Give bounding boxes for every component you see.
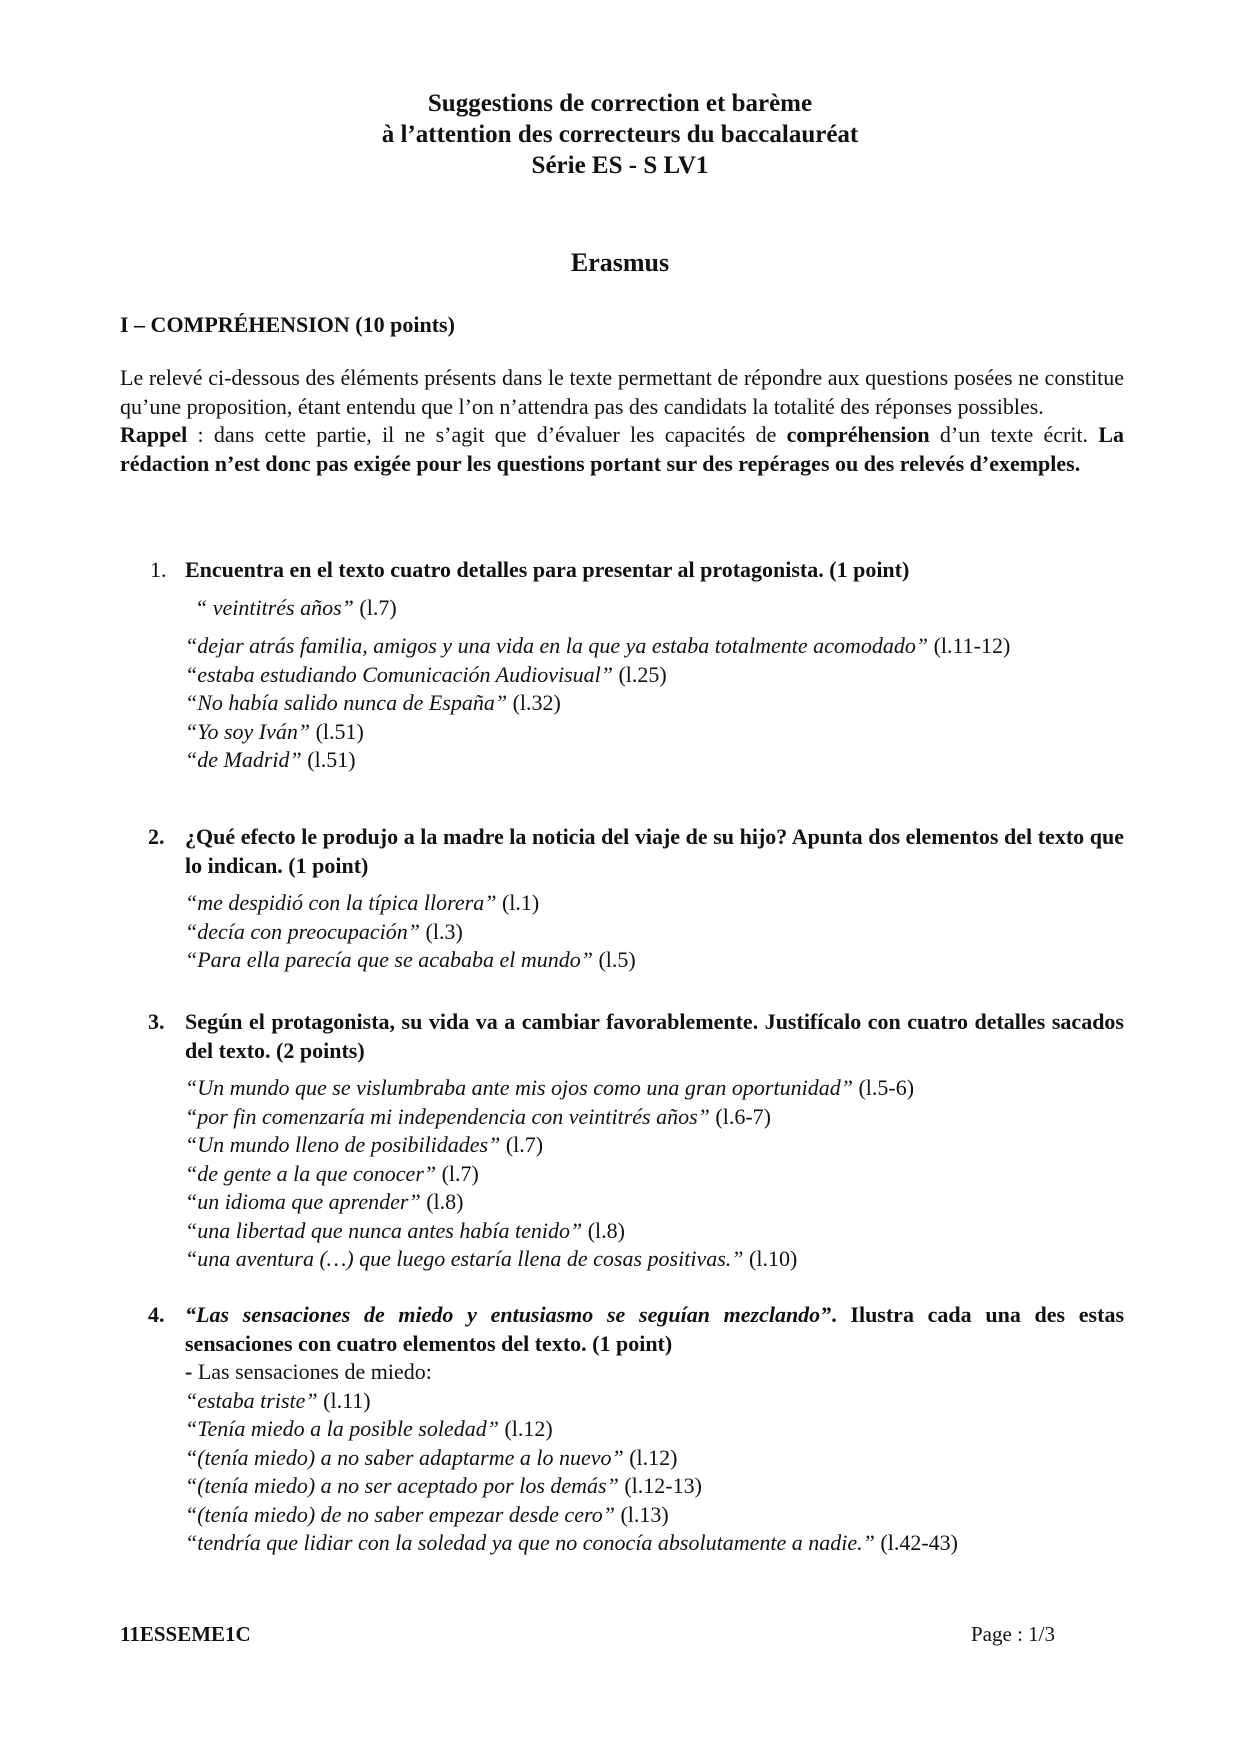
answer-item: [185, 718, 1124, 747]
answer-ref: (l.13): [614, 1501, 669, 1527]
answer-item: [185, 746, 1124, 775]
sub-heading-label: Las sensaciones de miedo:: [192, 1359, 432, 1384]
intro-paragraph: Le relevé ci-dessous des éléments présents dans le texte permettant de répondre aux questions posées ne constitue qu’une proposition, étant entendu que l’on n’attendra pas des candidats la totalité des réponses possibles.: [120, 365, 1124, 419]
answer-list: [120, 1358, 1124, 1558]
answer-ref: (l.7): [500, 1132, 544, 1157]
header-line-2: à l’attention des correcteurs du baccalauréat: [381, 121, 859, 148]
intro-block: [120, 364, 1124, 478]
document-title: Erasmus: [570, 248, 670, 277]
question-2: [120, 823, 1124, 975]
answer-ref: (l.25): [612, 661, 667, 687]
answer-quote: “estaba triste”: [185, 1387, 318, 1413]
question-number: 4.: [148, 1302, 165, 1327]
answer-quote: “Tenía miedo a la posible soledad”: [185, 1416, 499, 1441]
question-4: [120, 1301, 1124, 1558]
answer-ref: (l.3): [420, 918, 463, 944]
answer-list: [120, 594, 1124, 775]
answer-quote: “decía con preocupación”: [185, 918, 421, 944]
answer-quote: “un idioma que aprender”: [185, 1189, 421, 1214]
answer-item: [185, 1074, 1124, 1103]
answer-item: [185, 1529, 1124, 1558]
answer-ref: (l.12): [498, 1416, 553, 1441]
answer-item: [185, 889, 1124, 918]
question-3-head: [120, 1008, 1124, 1065]
answer-item: [185, 1131, 1124, 1160]
sub-heading: [185, 1358, 1124, 1387]
rappel-bold-2: La rédaction n’est donc pas exigée pour les questions portant sur des repérages ou des relevés d’exemples.: [120, 422, 1124, 476]
answer-item: [185, 946, 1124, 975]
answer-item: [185, 1415, 1124, 1444]
answer-item: [185, 1188, 1124, 1217]
page-number: Page : 1/3: [971, 1622, 1055, 1646]
question-prompt: Encuentra en el texto cuatro detalles para presentar al protagonista. (1 point): [185, 557, 910, 582]
answer-ref: (l.6-7): [709, 1103, 771, 1129]
answer-item: [185, 1103, 1124, 1132]
question-number: 1.: [150, 557, 167, 582]
answer-item: [185, 661, 1124, 690]
question-prompt-text: . Ilustra cada una des estas sensaciones con cuatro elementos del texto. (1 point): [185, 1302, 1125, 1356]
answer-quote: “por fin comenzaría mi independencia con veintitrés años”: [185, 1103, 710, 1129]
answer-ref: (l.42-43): [874, 1530, 958, 1555]
answer-quote: “tendría que lidiar con la soledad ya que no conocía absolutamente a nadie.”: [185, 1530, 875, 1555]
rappel-bold: compréhension: [786, 422, 930, 447]
answer-item: [185, 1245, 1124, 1274]
question-number: 2.: [148, 824, 165, 849]
answer-quote: “de Madrid”: [185, 747, 302, 772]
answer-quote: “ veintitrés años”: [195, 594, 354, 620]
answer-ref: (l.8): [420, 1189, 464, 1214]
answer-quote: “(tenía miedo) a no ser aceptado por los demás”: [185, 1473, 619, 1498]
section-heading: I – COMPRÉHENSION (10 points): [120, 312, 455, 337]
answer-ref: (l.1): [496, 890, 540, 915]
question-2-head: [120, 823, 1124, 880]
rappel-paragraph: [120, 421, 1124, 478]
answer-item: [185, 632, 1124, 661]
rappel-text-2: d’un texte écrit.: [929, 422, 1099, 447]
answer-quote: “una libertad que nunca antes había tenido”: [185, 1217, 583, 1243]
question-prompt: Según el protagonista, su vida va a cambiar favorablemente. Justifícalo con cuatro detalles sacados del texto. (2 points): [185, 1009, 1124, 1063]
question-1-head: [120, 556, 1124, 585]
question-prompt-quote: “Las sensaciones de miedo y entusiasmo se seguían mezclando”: [185, 1302, 832, 1327]
answer-item: [185, 689, 1124, 718]
answer-ref: (l.12-13): [618, 1473, 702, 1498]
answer-ref: (l.51): [301, 747, 356, 772]
answer-ref: (l.5): [592, 947, 636, 972]
question-1: [120, 556, 1124, 775]
answer-ref: (l.5-6): [852, 1075, 915, 1100]
answer-quote: “No había salido nunca de España”: [185, 690, 508, 715]
answer-ref: (l.11): [317, 1387, 371, 1413]
answer-quote: “Yo soy Iván”: [185, 718, 311, 744]
header-line-3: Série ES - S LV1: [531, 152, 709, 179]
answer-list: [120, 889, 1124, 975]
answer-item: [185, 1472, 1124, 1501]
question-prompt: [185, 1302, 1124, 1356]
answer-item: [185, 1160, 1124, 1189]
answer-quote: “Un mundo que se vislumbraba ante mis ojos como una gran oportunidad”: [185, 1075, 853, 1100]
answer-list: [120, 1074, 1124, 1274]
answer-ref: (l.7): [436, 1160, 479, 1186]
answer-quote: “Para ella parecía que se acababa el mundo”: [185, 947, 593, 972]
answer-quote: “(tenía miedo) de no saber empezar desde cero”: [185, 1501, 615, 1527]
question-prompt: ¿Qué efecto le produjo a la madre la noticia del viaje de su hijo? Apunta dos elementos del texto que lo indican. (1 point): [185, 824, 1124, 878]
answer-ref: (l.7): [353, 594, 397, 620]
answer-item: [185, 918, 1124, 947]
rappel-text-1: : dans cette partie, il ne s’agit que d’évaluer les capacités de: [187, 422, 787, 447]
answer-ref: (l.11-12): [928, 633, 1011, 658]
answer-item: [185, 1217, 1124, 1246]
answer-item: [185, 1444, 1124, 1473]
answer-item: [185, 1387, 1124, 1416]
question-number: 3.: [148, 1009, 165, 1034]
answer-item: [185, 1501, 1124, 1530]
question-4-head: [120, 1301, 1124, 1358]
answer-ref: (l.51): [310, 718, 364, 744]
answer-ref: (l.8): [582, 1217, 625, 1243]
answer-ref: (l.32): [507, 690, 561, 715]
answer-quote: “Un mundo lleno de posibilidades”: [185, 1132, 501, 1157]
answer-ref: (l.10): [743, 1246, 798, 1271]
header-line-1: Suggestions de correction et barème: [427, 90, 813, 117]
answer-quote: “una aventura (…) que luego estaría llena de cosas positivas.”: [185, 1246, 744, 1271]
sub-heading-dash: -: [185, 1359, 193, 1384]
answer-ref: (l.12): [623, 1444, 678, 1470]
answer-item: [185, 594, 1124, 623]
answer-quote: “(tenía miedo) a no saber adaptarme a lo nuevo”: [185, 1444, 624, 1470]
header-block: [0, 88, 1240, 181]
answer-quote: “estaba estudiando Comunicación Audiovisual”: [185, 661, 613, 687]
answer-quote: “de gente a la que conocer”: [185, 1160, 437, 1186]
answer-quote: “me despidió con la típica llorera”: [185, 890, 497, 915]
question-3: [120, 1008, 1124, 1274]
exam-code: 11ESSEME1C: [120, 1622, 251, 1646]
answer-quote: “dejar atrás familia, amigos y una vida en la que ya estaba totalmente acomodado”: [185, 633, 929, 658]
rappel-label: Rappel: [120, 422, 188, 447]
